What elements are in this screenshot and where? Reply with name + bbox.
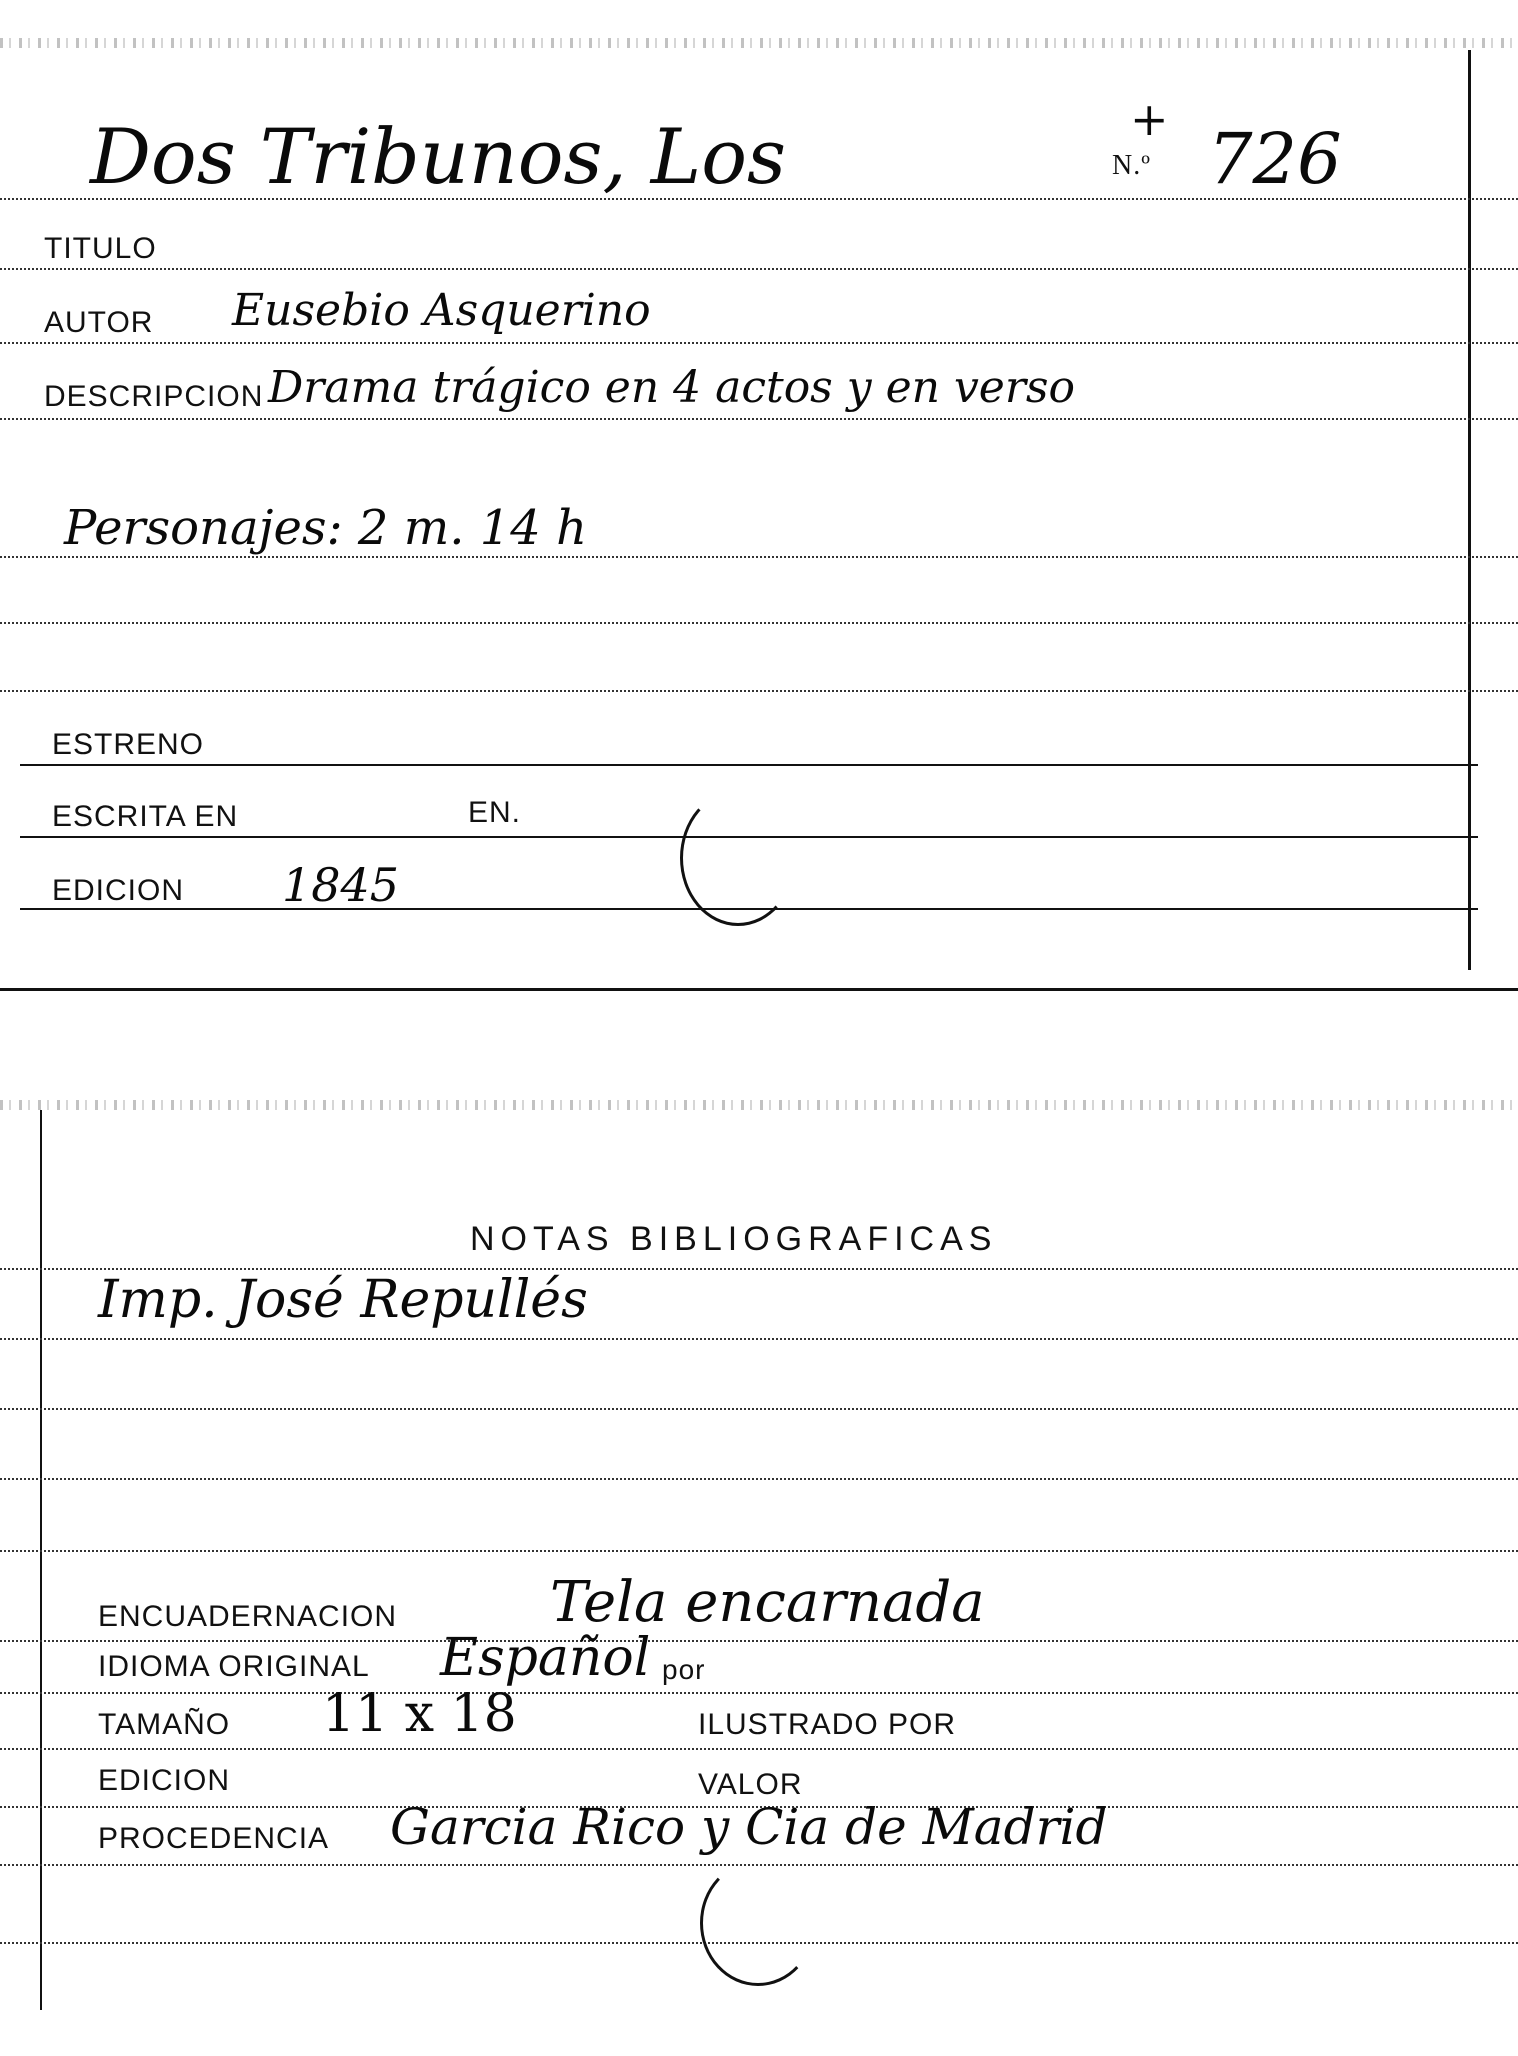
top-edge-speckle-back <box>0 1100 1518 1110</box>
rule-autor <box>0 342 1518 344</box>
rule-blank-2 <box>0 690 1518 692</box>
card-back-left-border <box>40 1110 42 2010</box>
label-tamano: TAMAÑO <box>98 1708 231 1741</box>
label-edicion-back: EDICION <box>98 1764 231 1797</box>
label-estreno: ESTRENO <box>52 728 205 761</box>
label-idioma-original: IDIOMA ORIGINAL <box>98 1650 370 1683</box>
rule-encuadernacion <box>0 1640 1518 1642</box>
rule-title <box>0 198 1518 200</box>
title-handwritten: Dos Tribunos, Los <box>90 112 787 201</box>
label-edicion-front: EDICION <box>52 874 185 907</box>
rule-titulo <box>0 268 1518 270</box>
value-personajes: Personajes: 2 m. 14 h <box>64 500 587 556</box>
label-en: EN. <box>468 796 522 829</box>
value-tamano: 11 x 18 <box>322 1684 517 1744</box>
value-procedencia: Garcia Rico y Cia de Madrid <box>390 1798 1108 1856</box>
rule-tamano <box>0 1748 1518 1750</box>
label-ilustrado-por: ILUSTRADO POR <box>698 1708 957 1741</box>
label-titulo: TITULO <box>44 232 157 265</box>
heading-notas: NOTAS BIBLIOGRAFICAS <box>470 1220 998 1258</box>
number-mark: + <box>1130 92 1169 146</box>
rule-personajes <box>0 556 1518 558</box>
number-label: N.º <box>1112 150 1151 181</box>
rule-descripcion <box>0 418 1518 420</box>
punch-hole-front <box>680 790 796 926</box>
card-back <box>0 1080 1518 2056</box>
card-front-bottom-line <box>0 988 1518 991</box>
number-value: 726 <box>1208 118 1342 200</box>
notes-line-1: Imp. José Repullés <box>98 1270 588 1330</box>
label-descripcion: DESCRIPCION <box>44 380 264 413</box>
label-procedencia: PROCEDENCIA <box>98 1822 330 1855</box>
value-idioma-original: Español <box>440 1628 651 1688</box>
label-escrita-en: ESCRITA EN <box>52 800 239 833</box>
rule-notes-3 <box>0 1478 1518 1480</box>
rule-notes-2 <box>0 1408 1518 1410</box>
label-autor: AUTOR <box>44 306 154 339</box>
value-edicion-front: 1845 <box>282 858 400 912</box>
rule-idioma <box>0 1692 1518 1694</box>
rule-blank-1 <box>0 622 1518 624</box>
card-front <box>0 0 1518 980</box>
punch-hole-back <box>700 1860 816 1986</box>
rule-notes-4 <box>0 1550 1518 1552</box>
top-edge-speckle <box>0 38 1518 48</box>
label-por: por <box>662 1654 706 1685</box>
rule-estreno <box>20 764 1478 766</box>
label-valor: VALOR <box>698 1768 803 1801</box>
card-front-right-border <box>1468 50 1471 970</box>
value-descripcion: Drama trágico en 4 actos y en verso <box>268 362 1075 413</box>
label-encuadernacion: ENCUADERNACION <box>98 1600 398 1633</box>
value-autor: Eusebio Asquerino <box>232 285 651 336</box>
rule-notes-1 <box>0 1338 1518 1340</box>
value-encuadernacion: Tela encarnada <box>550 1570 985 1635</box>
